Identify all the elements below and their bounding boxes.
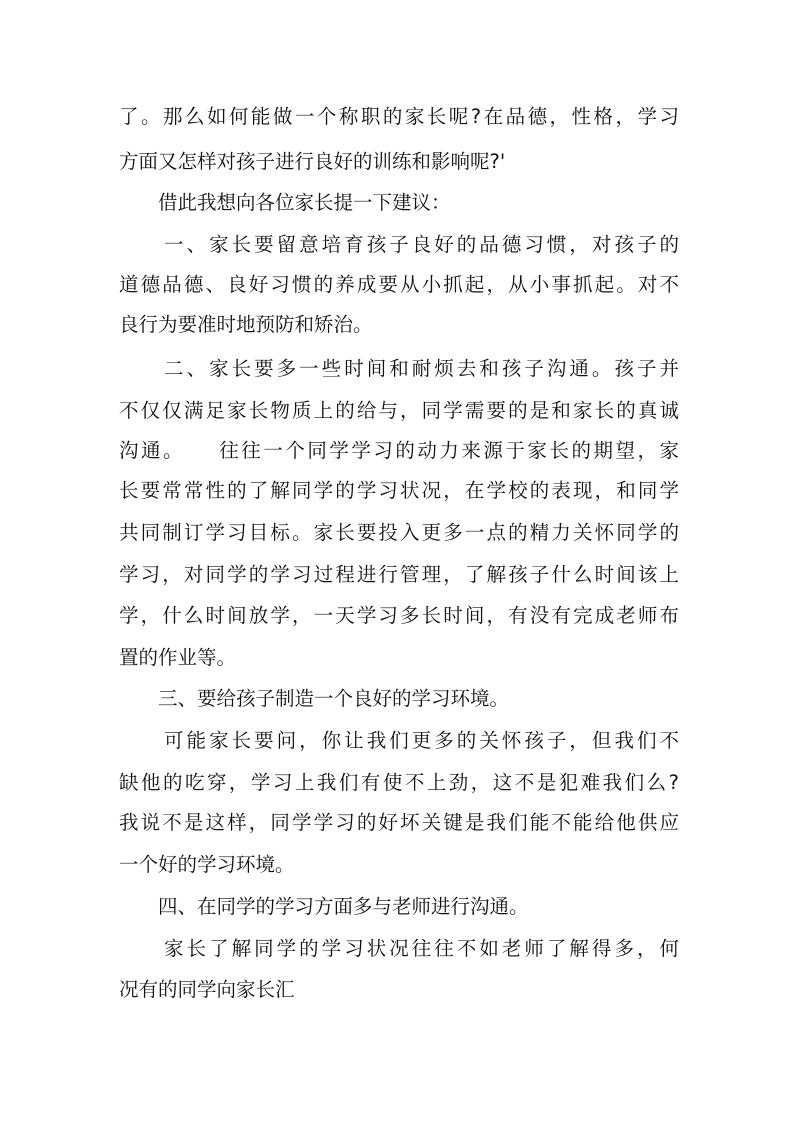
text-line: 了。那么如何能做一个称职的家长呢?在品德，性格，学习 bbox=[119, 105, 679, 128]
text-line: 学习，对同学的学习过程进行管理，了解孩子什么时间该上 bbox=[119, 563, 679, 586]
text-line: 借此我想向各位家长提一下建议： bbox=[119, 191, 451, 214]
text-line: 沟通。 往往一个同学学习的动力来源于家长的期望，家 bbox=[119, 439, 679, 462]
text-line: 置的作业等。 bbox=[119, 646, 237, 669]
text-line: 我说不是这样，同学学习的好坏关键是我们能不能给他供应 bbox=[119, 811, 679, 834]
text-line: 共同制订学习目标。家长要投入更多一点的精力关怀同学的 bbox=[119, 521, 679, 544]
text-line: 学，什么时间放学，一天学习多长时间，有没有完成老师布 bbox=[119, 604, 679, 627]
text-line: 一、家长要留意培育孩子良好的品德习惯，对孩子的 bbox=[119, 233, 679, 256]
text-line: 三、要给孩子制造一个良好的学习环境。 bbox=[119, 687, 510, 710]
text-line: 可能家长要问，你让我们更多的关怀孩子，但我们不 bbox=[119, 729, 679, 752]
text-line: 缺他的吃穿，学习上我们有使不上劲，这不是犯难我们么? bbox=[119, 771, 679, 794]
text-line: 家长了解同学的学习状况往往不如老师了解得多，何 bbox=[119, 937, 679, 960]
text-line: 良行为要准时地预防和矫治。 bbox=[119, 313, 373, 336]
text-line: 二、家长要多一些时间和耐烦去和孩子沟通。孩子并 bbox=[119, 357, 679, 380]
text-line: 四、在同学的学习方面多与老师进行沟通。 bbox=[119, 895, 529, 918]
text-line: 况有的同学向家长汇 bbox=[119, 978, 295, 1001]
text-line: 方面又怎样对孩子进行良好的训练和影响呢?' bbox=[119, 150, 506, 173]
text-line: 一个好的学习环境。 bbox=[119, 853, 295, 876]
text-line: 不仅仅满足家长物质上的给与，同学需要的是和家长的真诚 bbox=[119, 399, 679, 422]
text-line: 道德品德、良好习惯的养成要从小抓起，从小事抓起。对不 bbox=[119, 273, 679, 296]
text-line: 长要常常性的了解同学的学习状况，在学校的表现，和同学 bbox=[119, 479, 679, 502]
